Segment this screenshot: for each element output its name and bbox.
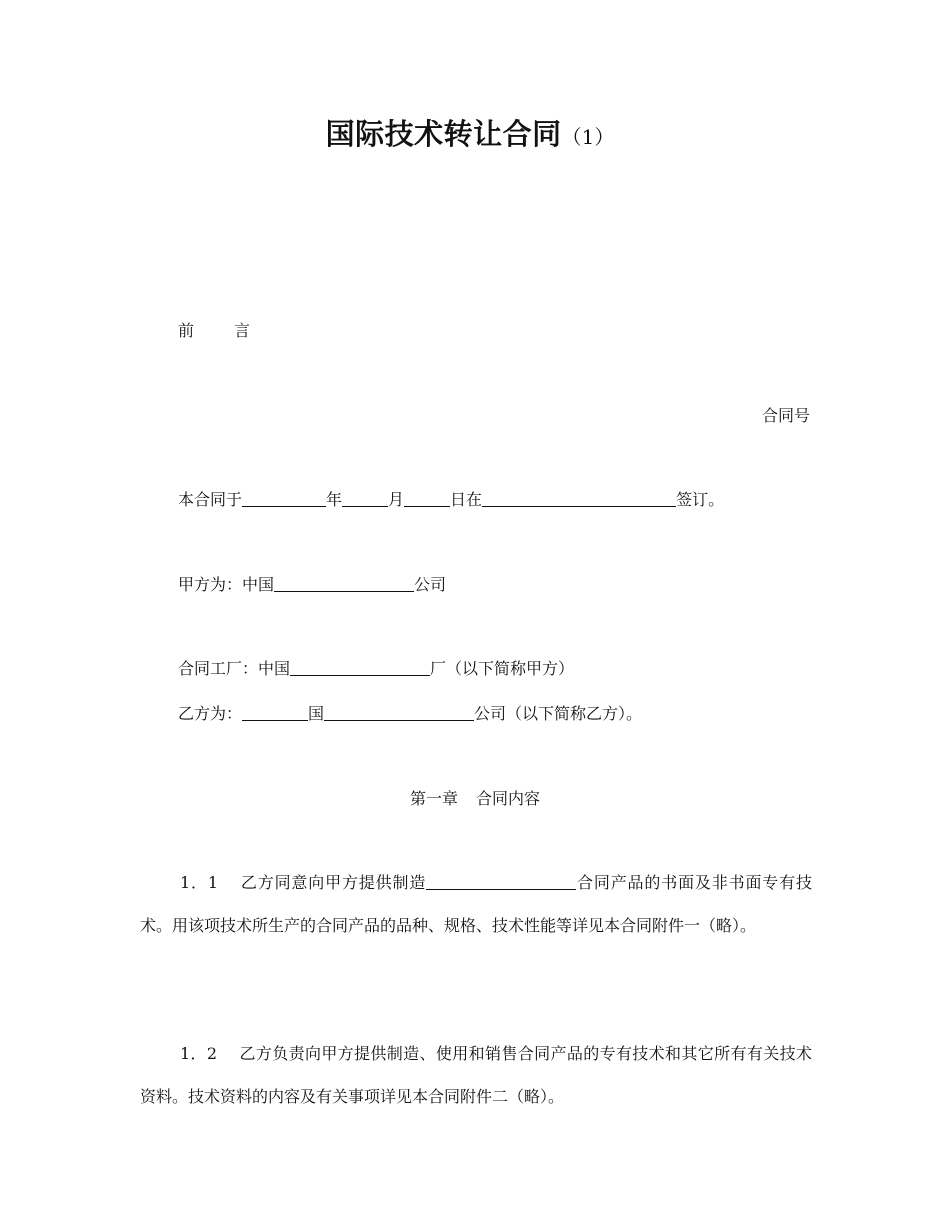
- clause-1-2: [140, 1032, 812, 1118]
- clause-1-1-text-after: 合同产品的书面及非书面专有技术。用该项技术所生产的合同产品的品种、规格、技术性能等详见本合同附件一（略）。: [140, 873, 812, 935]
- factory-name-blank: [290, 659, 430, 676]
- party-b-country-blank: [242, 704, 308, 721]
- clause-1-1: [140, 861, 812, 947]
- factory-suffix: 厂（以下简称甲方）: [430, 659, 575, 678]
- title-text: 国际技术转让合同: [325, 117, 562, 151]
- signing-place-blank: [482, 490, 676, 507]
- clause-1-1-text-before: 乙方同意向甲方提供制造: [240, 873, 427, 892]
- factory-prefix: 合同工厂：中国: [178, 659, 291, 678]
- preface-char-1: 前: [178, 321, 195, 340]
- signing-date-year-blank: [242, 490, 326, 507]
- signing-line: [178, 489, 724, 511]
- chapter-1-number: 第一章: [409, 789, 458, 808]
- party-b-suffix: 公司（以下简称乙方）。: [474, 704, 643, 723]
- clause-1-1-product-blank: [426, 873, 576, 890]
- signing-day-label: 日在: [450, 490, 483, 509]
- chapter-1-title: 合同内容: [476, 789, 541, 808]
- signing-month-blank: [342, 490, 388, 507]
- party-b-line: [178, 703, 642, 725]
- signing-prefix: 本合同于: [178, 490, 243, 509]
- party-a-prefix: 甲方为：中国: [178, 575, 275, 594]
- party-b-prefix: 乙方为：: [178, 704, 243, 723]
- clause-1-2-number: 1．2: [180, 1044, 218, 1063]
- chapter-1-heading: [0, 788, 950, 810]
- party-a-suffix: 公司: [414, 575, 447, 594]
- title-suffix: （1）: [561, 125, 615, 149]
- signing-day-blank: [404, 490, 450, 507]
- signing-month-label: 月: [388, 490, 405, 509]
- factory-line: [178, 658, 574, 680]
- party-b-name-blank: [324, 704, 474, 721]
- party-a-name-blank: [274, 575, 414, 592]
- contract-number-label: 合同号: [761, 406, 810, 425]
- preface-char-2: 言: [234, 321, 251, 340]
- clause-1-1-number: 1．1: [180, 873, 219, 892]
- document-title: [0, 112, 940, 153]
- party-b-country-label: 国: [308, 704, 325, 723]
- preface-heading: [178, 320, 250, 342]
- party-a-line: [178, 574, 446, 596]
- signing-year-label: 年: [326, 490, 343, 509]
- signing-suffix: 签订。: [676, 490, 725, 509]
- clause-1-2-text: 乙方负责向甲方提供制造、使用和销售合同产品的专有技术和其它所有有关技术资料。技术资料的内容及有关事项详见本合同附件二（略）。: [140, 1044, 812, 1106]
